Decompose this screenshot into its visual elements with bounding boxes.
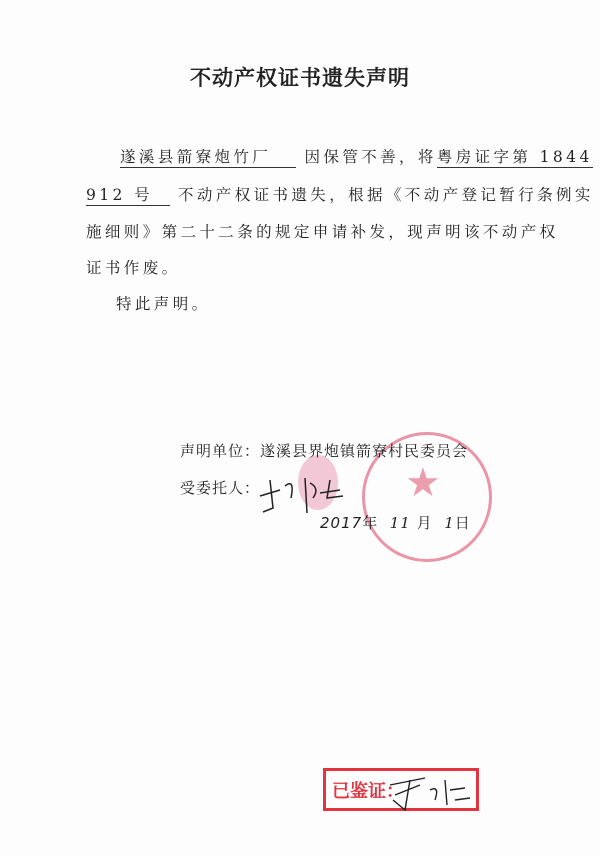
certificate-number-a: 粤房证字第 1844 (436, 148, 593, 166)
stamp-label: 已鉴证： (332, 781, 404, 802)
document-title: 不动产权证书遗失声明 (190, 65, 410, 90)
label: 年 (362, 514, 379, 532)
closing-text: 特此声明。 (116, 295, 211, 313)
year: 2017 (320, 514, 363, 532)
text: 因保管不善，将 (304, 148, 437, 166)
label: 日 (454, 514, 471, 532)
body-line-3: 施细则》第二十二条的规定申请补发，现声明该不动产权 (86, 223, 559, 241)
body-line-1 (120, 145, 593, 167)
date (320, 512, 471, 533)
owner-name: 遂溪县箭寮炮竹厂 (120, 148, 272, 166)
month: 11 (389, 514, 411, 532)
body-line-4: 证书作废。 (86, 259, 181, 277)
day: 1 (444, 514, 455, 532)
label: 声明单位： (180, 442, 261, 460)
label: 月 (416, 514, 433, 532)
body-line-2 (86, 183, 594, 205)
verifier-signature (385, 770, 475, 815)
handwritten-signature (255, 468, 345, 518)
seal-star-icon: ★ (405, 460, 441, 506)
text: 不动产权证书遗失，根据《不动产登记暂行条例实 (178, 186, 594, 204)
certificate-number-b: 912 号 (86, 186, 154, 204)
declaring-unit (180, 440, 468, 461)
unit-name: 遂溪县界炮镇箭寮村民委员会 (260, 442, 469, 460)
agent-label: 受委托人： (180, 479, 261, 497)
